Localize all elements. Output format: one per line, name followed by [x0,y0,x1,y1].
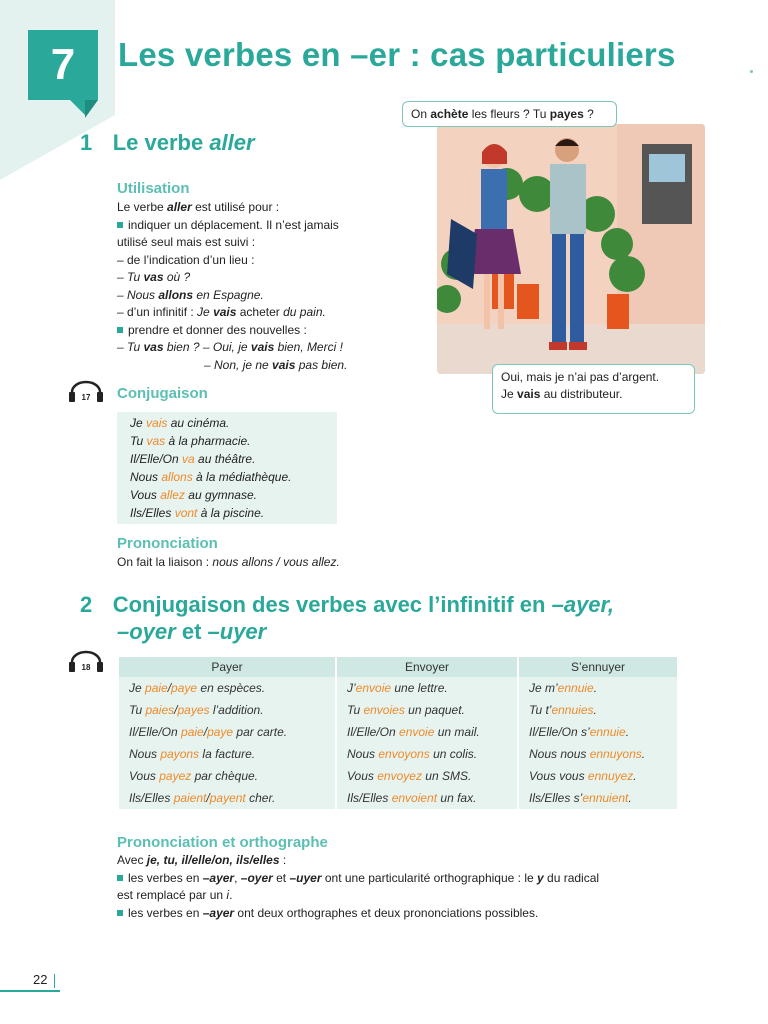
speech-bubble-bottom: Oui, mais je n’ai pas d’argent. Je vais au distributeur. [492,364,695,414]
audio-track-17[interactable] [66,380,106,409]
conjugation-box [117,412,337,524]
table-row [119,677,677,699]
conjugation-table [117,657,679,809]
conj-row: Je vais au cinéma. [130,416,230,430]
column-header: S’ennuyer [519,657,677,677]
conj-row: Nous allons à la médiathèque. [130,470,292,484]
utilisation-heading: Utilisation [117,180,190,197]
speech-bubble-top: On achète les fleurs ? Tu payes ? [402,101,617,127]
section1-number: 1 [80,130,93,155]
illustration [437,124,705,374]
bullet-icon [117,327,123,333]
flower-shop-illustration [437,124,705,374]
section2-heading-line2: –oyer et –uyer [117,619,267,644]
section2-number: 2 [80,592,93,617]
table-cell: Vous vous ennuyez. [519,765,677,787]
bullet-icon [117,910,123,916]
conj-row: Il/Elle/On va au théâtre. [130,452,256,466]
table-cell: Vous payez par chèque. [119,765,335,787]
table-cell: Nous nous ennuyons. [519,743,677,765]
section1-title-prefix: Le verbe [112,130,210,155]
utilisation-text: Le verbe aller est utilisé pour : indiquer un déplacement. Il n’est jamais utilisé seul mais est suivi : – de l’indication d’un lieu : – Tu vas où ? – Nous allons en Espagne. – d’un infinitif : Je vais acheter du pain. prendre et donner des nouvelles : – Tu vas bien ? – Oui, je vais bien, Merci ! – Non, je ne vais pas bien. [117,200,348,372]
section1-heading [80,130,255,156]
table-header-row [119,657,677,677]
table-cell: Il/Elle/On envoie un mail. [337,721,517,743]
prononciation-orthographe-heading: Prononciation et orthographe [117,834,328,851]
prononciation-heading: Prononciation [117,535,218,552]
table-row [119,699,677,721]
table-row [119,743,677,765]
column-header: Envoyer [337,657,517,677]
section2-title-ending: –ayer, [551,592,614,617]
headphones-icon [66,380,106,404]
table-row [119,765,677,787]
bullet-icon [117,222,123,228]
table-cell: Vous envoyez un SMS. [337,765,517,787]
table-cell: Tu paies/payes l’addition. [119,699,335,721]
column-header: Payer [119,657,335,677]
table-row [119,787,677,809]
page-number: 22 [33,972,48,987]
table-cell: Il/Elle/On paie/paye par carte. [119,721,335,743]
table-row [119,721,677,743]
table-cell: Tu envoies un paquet. [337,699,517,721]
table-cell: Nous payons la facture. [119,743,335,765]
chapter-title: Les verbes en –er : cas particuliers [118,36,676,73]
prononciation-text: On fait la liaison : nous allons / vous allez. [117,555,340,569]
conj-row: Vous allez au gymnase. [130,488,257,502]
table-cell: Tu t’ennuies. [519,699,677,721]
bullet-icon [117,875,123,881]
table-cell: Nous envoyons un colis. [337,743,517,765]
track-number: 17 [81,393,91,402]
section2-title-line1: Conjugaison des verbes avec l’infinitif en [112,592,552,617]
headphones-icon [66,650,106,674]
table-cell: Il/Elle/On s’ennuie. [519,721,677,743]
section2-heading [80,592,720,618]
track-number: 18 [81,663,91,672]
table-cell: Ils/Elles s’ennuient. [519,787,677,809]
chapter-number: 7 [50,40,76,89]
conj-row: Tu vas à la pharmacie. [130,434,251,448]
table-cell: Ils/Elles paient/payent cher. [119,787,335,809]
page-number-divider [54,974,55,988]
corner-dot [750,70,753,73]
table-cell: Je m’ennuie. [519,677,677,699]
table-cell: Je paie/paye en espèces. [119,677,335,699]
table-cell: Ils/Elles envoient un fax. [337,787,517,809]
conj-row: Ils/Elles vont à la piscine. [130,506,265,520]
footer-rule [0,990,60,992]
conjugaison-heading: Conjugaison [117,385,208,402]
audio-track-18[interactable] [66,650,106,679]
section1-title-verb: aller [209,130,255,155]
prononciation-orthographe-text: Avec je, tu, il/elle/on, ils/elles : les verbes en –ayer, –oyer et –uyer ont une particularité orthographique : le y du radical est remplacé par un i. les verbes en –ayer ont deux orthographes et deux prononciations possibles. [117,853,600,920]
table-cell: J’envoie une lettre. [337,677,517,699]
